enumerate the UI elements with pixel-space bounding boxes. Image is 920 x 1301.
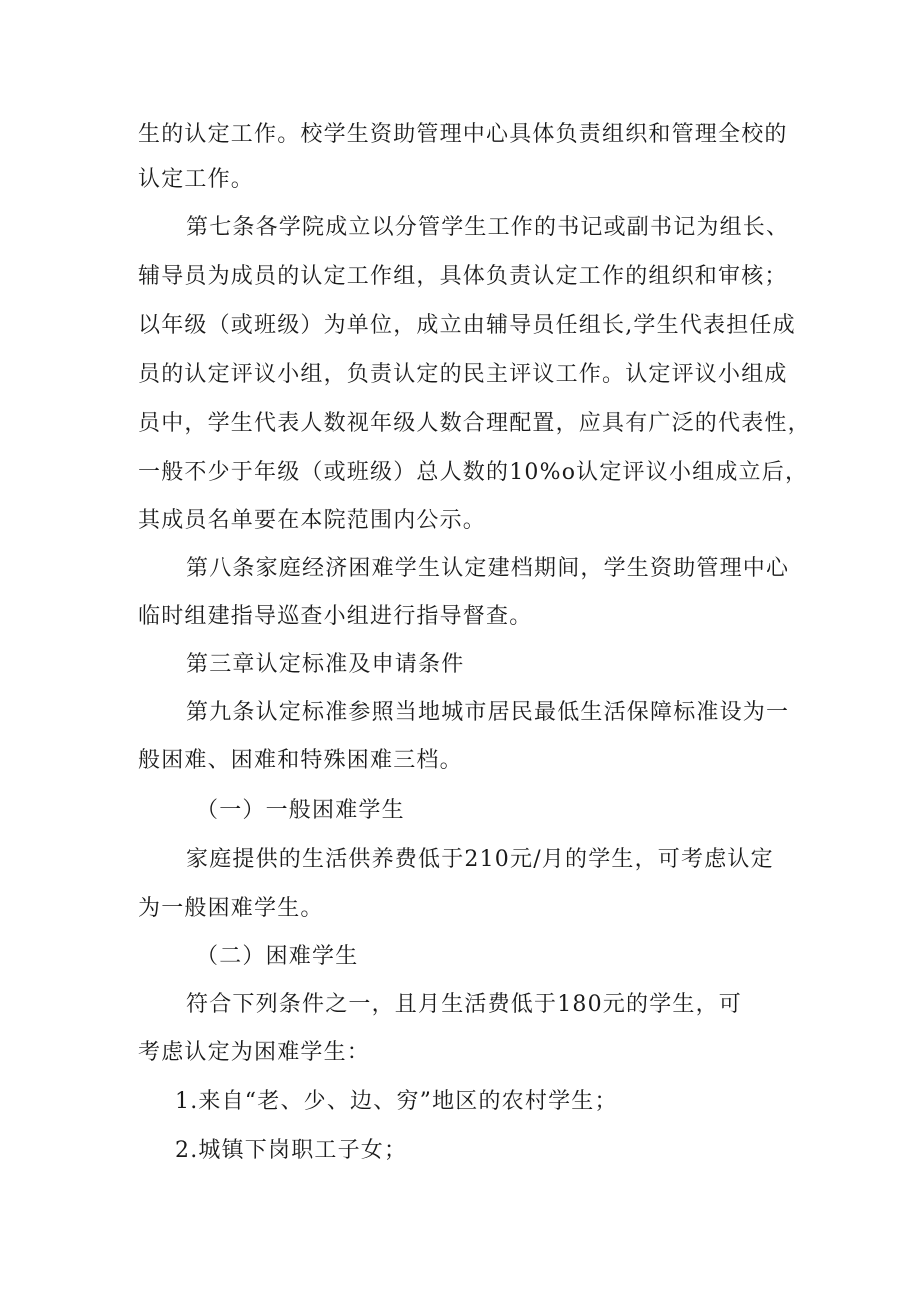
article-8-heading: 第八条家庭经济困难学生认定建档期间，学生资助管理中心 xyxy=(186,556,790,581)
text-line: 般困难、困难和特殊困难三档。 xyxy=(138,748,463,773)
text-line: 一般不少于年级（或班级）总人数的10%o认定评议小组成立后， xyxy=(138,460,809,485)
text-line: 考虑认定为困难学生： xyxy=(138,1040,371,1065)
text-line: 其成员名单要在本院范围内公示。 xyxy=(138,508,487,533)
text-line: 临时组建指导巡查小组进行指导督查。 xyxy=(138,604,533,629)
article-7-heading: 第七条各学院成立以分管学生工作的书记或副书记为组长、 xyxy=(186,215,790,240)
list-item: 1.来自“老、少、边、穷”地区的农村学生； xyxy=(175,1089,618,1114)
section-difficulty: （二）困难学生 xyxy=(196,944,359,969)
text-line: 家庭提供的生活供养费低于210元/月的学生，可考虑认定 xyxy=(186,847,774,872)
text-line: 认定工作。 xyxy=(138,167,255,192)
article-9-heading: 第九条认定标准参照当地城市居民最低生活保障标准设为一 xyxy=(186,700,790,725)
section-general-difficulty: （一）一般困难学生 xyxy=(196,798,405,823)
chapter-3-title: 第三章认定标准及申请条件 xyxy=(186,652,465,677)
text-line: 员中，学生代表人数视年级人数合理配置，应具有广泛的代表性， xyxy=(138,411,811,436)
text-line: 员的认定评议小组，负责认定的民主评议工作。认定评议小组成 xyxy=(138,362,788,387)
text-line: 以年级（或班级）为单位，成立由辅导员任组长,学生代表担任成 xyxy=(138,313,796,338)
text-line: 辅导员为成员的认定工作组，具体负责认定工作的组织和审核； xyxy=(138,264,788,289)
list-item: 2.城镇下岗职工子女； xyxy=(175,1138,408,1163)
text-line: 为一般困难学生。 xyxy=(138,896,324,921)
text-line: 符合下列条件之一，且月生活费低于180元的学生，可 xyxy=(186,992,742,1017)
text-line: 生的认定工作。校学生资助管理中心具体负责组织和管理全校的 xyxy=(138,122,788,147)
